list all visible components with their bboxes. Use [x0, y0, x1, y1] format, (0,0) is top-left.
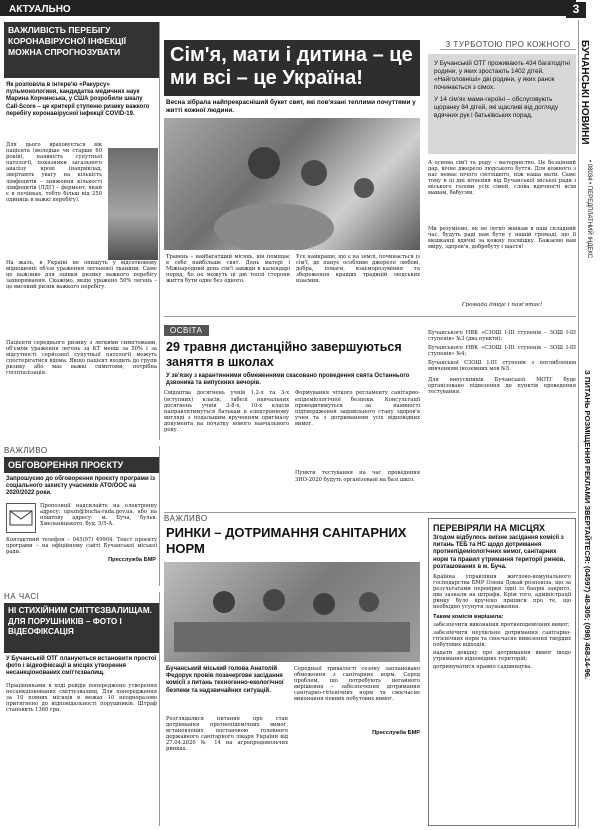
- list-item: забезпечити неухильне дотримання санітарно-гігієнічних норм та своєчасне вивезення твердих побутових відходів;: [433, 629, 571, 648]
- list-item: забезпечити виконання протиепідемічних вимог;: [433, 621, 570, 628]
- stats-box: [428, 54, 576, 154]
- section-title: АКТУАЛЬНО: [9, 4, 71, 15]
- side-strip-newspaper: БУЧАНСЬКІ НОВИНИ: [579, 40, 590, 145]
- osvita-col-3: Пункти тестування на час проведення ЗНО-2020 будуть організовані на базі шкіл.: [295, 470, 420, 483]
- osvita-col-1: Свідоцтва досягнень учнів 1,2-х та 3-х (вступних) класів, табелі навчальних досягнень учнів 3-8-х, 10-х класів направлятимуться батькам в електронному вигляді з подальшим врученням оригіналу документа на початку нового навчального року.: [164, 390, 289, 433]
- list-item: Бучанського НВК «СЗОШ І-ІІІ ступенів – ЗОШ І-ІІІ ступенів» №4;: [428, 345, 576, 358]
- article-source: Пресслужба БМР: [108, 556, 156, 563]
- feature-col-1: Травень – найбагатший місяць, він поміщає в себе найбільше свят. День матері і Міжнародний день сім'ї завжди в календарі поряд, бо не можуть ці дві теплі сторони життя бути одне без одного.: [166, 254, 290, 285]
- perevirka-box: [428, 518, 576, 826]
- section-tag: ВАЖЛИВО: [4, 446, 48, 455]
- article-subtitle: Весна зібрала найпрекрасніший букет свят, які пов'язані теплими почуттями у житті кожної людини.: [166, 99, 416, 114]
- family-text-1: А основа сім'ї та роду – материнство. Це безцінний дар, вічне джерело людського буття. Для кожного з нас немає нічого світлішого, ніж наша мати. Саме тому в ці дні вітаєння від Бучанської міської ради і міського голови усіх сімей, слова вдячності всім мамам, бабусям.: [428, 160, 576, 197]
- perevirka-body: Країнна управління житлово-комунального господарства БМР Олена Докай розповіла, що за результатами перевірки одні із баорів закрито, два зазнали на штрафи. Крім того, адміністрації ринку було вручено приписи про те, що необхідно усунути зауваження.: [433, 574, 571, 611]
- osvita-article: [164, 318, 420, 510]
- section-tag: З ТУРБОТОЮ ПРО КОЖНОГО: [440, 40, 576, 50]
- envelope-icon: [6, 503, 36, 533]
- article-lead: У Бучанській ОТГ плануються встановити простої фото і відеофіксації в місцях утворення несанкціонованих сміттєзвалищ.: [6, 656, 157, 677]
- list-item: надати довідку про дотримання вимог щодо утримання відповідних територій;: [433, 649, 571, 663]
- article-title: ОБГОВОРЕННЯ ПРОЄКТУ: [4, 457, 159, 473]
- perevirka-lead: Згодом відбулось виїзне засідання комісії з питань ТЕБ та НС щодо дотримання протиепідеміологічних вимог, санітарних норм та правил утримання території ринків, розташованих в м. Буча.: [433, 535, 566, 570]
- side-strip-index: • 08034 • ПЕРЕДПЛАТНИЙ ІНДЕКС: [586, 160, 592, 259]
- rynky-col-2: Середньої тривалості сезону заплановано обмеження з санітарних норм. Серед проблем, що потребують негайного вирішення – забезпечення дотримання санітарно-гігієнічних норм та своєчасне виконання певних побутових вимог.: [294, 666, 420, 703]
- family-photo: [164, 118, 420, 250]
- article-text: Працівниками в ході рейдів попереджено утворення несанкціонованих сміттєзвалищ. Для попередження за 10 повних місяців в межах 10 неодноразово притягнено до відповідальності порушників. Штраф становить 1360 грн.: [6, 682, 157, 713]
- article-headline: Сім'я, мати і дитина – це ми всі – це Україна!: [164, 40, 420, 96]
- header-bar: [0, 0, 576, 16]
- stats-text-2: У 14 сім'ях мами-героїні – обслуговують щоранку 84 дітей, які щасливі від догляду вдячних рук і батьківських порад.: [434, 96, 559, 119]
- article-lead: Запрошуємо до обговорення проєкту програми із соціального захисту учасників АТО/ООС на 2020/2022 роки.: [6, 476, 155, 497]
- photo-caption: Бучанський міський голова Анатолій Федорук провів позачергове засідання комісії з питань техногенно-екологічної безпеки та надзвичайних ситуацій.: [166, 666, 284, 694]
- article-source: Пресслужба БМР: [372, 730, 420, 736]
- perevirka-title: ПЕРЕВІРЯЛИ НА МІСЦЯХ: [433, 523, 546, 533]
- stats-text-1: У Бучанській ОТГ проживають 434 багатодітні родини, у яких зростають 1402 дітей. «Найголовніші» дві родини, у яких ранок починається з сімох.: [434, 60, 570, 91]
- article-text-1: Для цього враховується вік пацієнта (молодше чи старше 60 років), наявність супутньої патології, показники загального аналізу крові (наприклад, звертають увагу на кількість лімфоцитів – зниження кількості лімфоцитів (ЛДГ) – фермент, який є в печінках, тобто більш від 250 одиниць в важкі перебігу).: [6, 142, 102, 203]
- article-text-2: На жаль, в Україні не опишуть у відсотковому відношенні об'єм ураження легеневої тканини. Саме це важливо для оцінки ризику важкого перебігу захворювання. Скажімо, якщо уражено 50% легень – це високий ризик важкого перебігу.: [6, 260, 157, 291]
- article-text: Пропозиції надсилайте на електронну адресу: upszn@bucha-rada.gov.ua, або на поштову адресу: м. Буча, бульв. Хмельницького, буд. 5/5-А.: [40, 502, 157, 527]
- article-text-3: Пацієнти середнього ризику з легкими симптомами, об'ємом ураження легень за КТ менш за 50% і за відсутності серйозної супутньої патології можуть спостерігатися вдома. Якщо пацієнт входить до групи ризику або має важкі симптоми, потрібна госпіталізація.: [6, 340, 157, 377]
- article-lead: У зв'язку з карантинними обмеженнями скасовано проведення свята Останнього дзвоника та випускних вечорів.: [166, 373, 410, 387]
- article-headline: РИНКИ – ДОТРИМАННЯ САНІТАРНИХ НОРМ: [166, 525, 407, 556]
- page-number: 3: [566, 2, 586, 18]
- osvita-closing: Для випускників Бучанської МОТГ буде організовано підвезення до пунктів проведення тестування.: [428, 376, 576, 395]
- left-bottom-article: [4, 592, 160, 826]
- section-tag: НА ЧАСІ: [4, 592, 40, 601]
- family-text-2: Ми розуміємо, як не легко жінкам в наш складний час, будуть раді вам бути у нашій громаді, що її мешканці вдячні за кожну посмішку. Бажаємо вам миру, здоров'я, добробуту і щастя!: [428, 226, 576, 251]
- meeting-photo: [164, 562, 420, 662]
- section-tag: ВАЖЛИВО: [164, 514, 208, 523]
- side-strip-ads: З ПИТАНЬ РОЗМІЩЕННЯ РЕКЛАМИ ЗВЕРТАЙТЕСЯ: (04597) 48-305; (098) 468-14-96.: [583, 370, 592, 680]
- rynky-col-1: Розглядалися питання про стан дотримання протиепідемічних вимог, встановлених постановою головного державного санітарного лікаря України від 27.04.2020 № 14 на агропродовольчих ринках.: [166, 716, 288, 753]
- article-title: ВАЖЛИВІСТЬ ПЕРЕБІГУ КОРОНАВІРУСНОЇ ІНФЕКЦІЇ МОЖНА СПРОГНОЗУВАТИ: [4, 22, 159, 78]
- section-tag: ОСВІТА: [164, 325, 209, 336]
- feature-col-2: Усе найкраще, що є на землі, починається із сім'ї, де панує особливе джерело любові, добра, поваги, взаєморозуміння та збереження кращих традицій людських взаємин.: [296, 254, 420, 285]
- divider: [164, 512, 576, 513]
- list-item: дотримуватися правил садівництва.: [433, 664, 532, 671]
- divider: [164, 316, 576, 317]
- article-headline: 29 травня дистанційно завершуються заняття в школах: [166, 340, 402, 369]
- family-closing: Громада дякує і пам'ятає!: [461, 302, 543, 308]
- osvita-col-2: Формування чіткого регламенту санітарно-епідеміологічної безпеки. Консультації проводитимуться за наявності підтвердження задовільного стану здоров'я учня та з дотриманням усіх відповідних вимог.: [295, 390, 420, 427]
- left-mid-article: [4, 446, 160, 586]
- doctor-photo: [108, 148, 158, 260]
- perevirka-list-title: Таким комісія вирішила:: [433, 613, 504, 620]
- article-contact: Контактний телефон – 045(97) 49904. Текст проєкту програми – на офіційному сайті Бучанської міської ради.: [6, 536, 157, 555]
- list-item: Бучанського НВК «СЗОШ І-ІІІ ступенів – ЗОШ І-ІІІ ступенів» №3 (два пункти);: [428, 330, 576, 343]
- list-item: Бучанської СЗОШ І-ІІІ ступенів з поглибленим вивченням іноземних мов №5.: [428, 360, 576, 373]
- schools-list: [428, 330, 576, 395]
- article-lead: Як розповіла в інтерв'ю «Ракурсу» пульмонологиня, кандидатка медичних наук Марина Корчинська, у США розробили шкалу CaII-Score – це критерії ступеню ризику важкого перебігу коронавірусної інфекції COVID-19.: [6, 82, 150, 117]
- article-title: НІ СТИХІЙНИМ СМІТТЄЗВАЛИЩАМ. ДЛЯ ПОРУШНИКІВ – ФОТО І ВІДЕОФІКСАЦІЯ: [4, 603, 159, 653]
